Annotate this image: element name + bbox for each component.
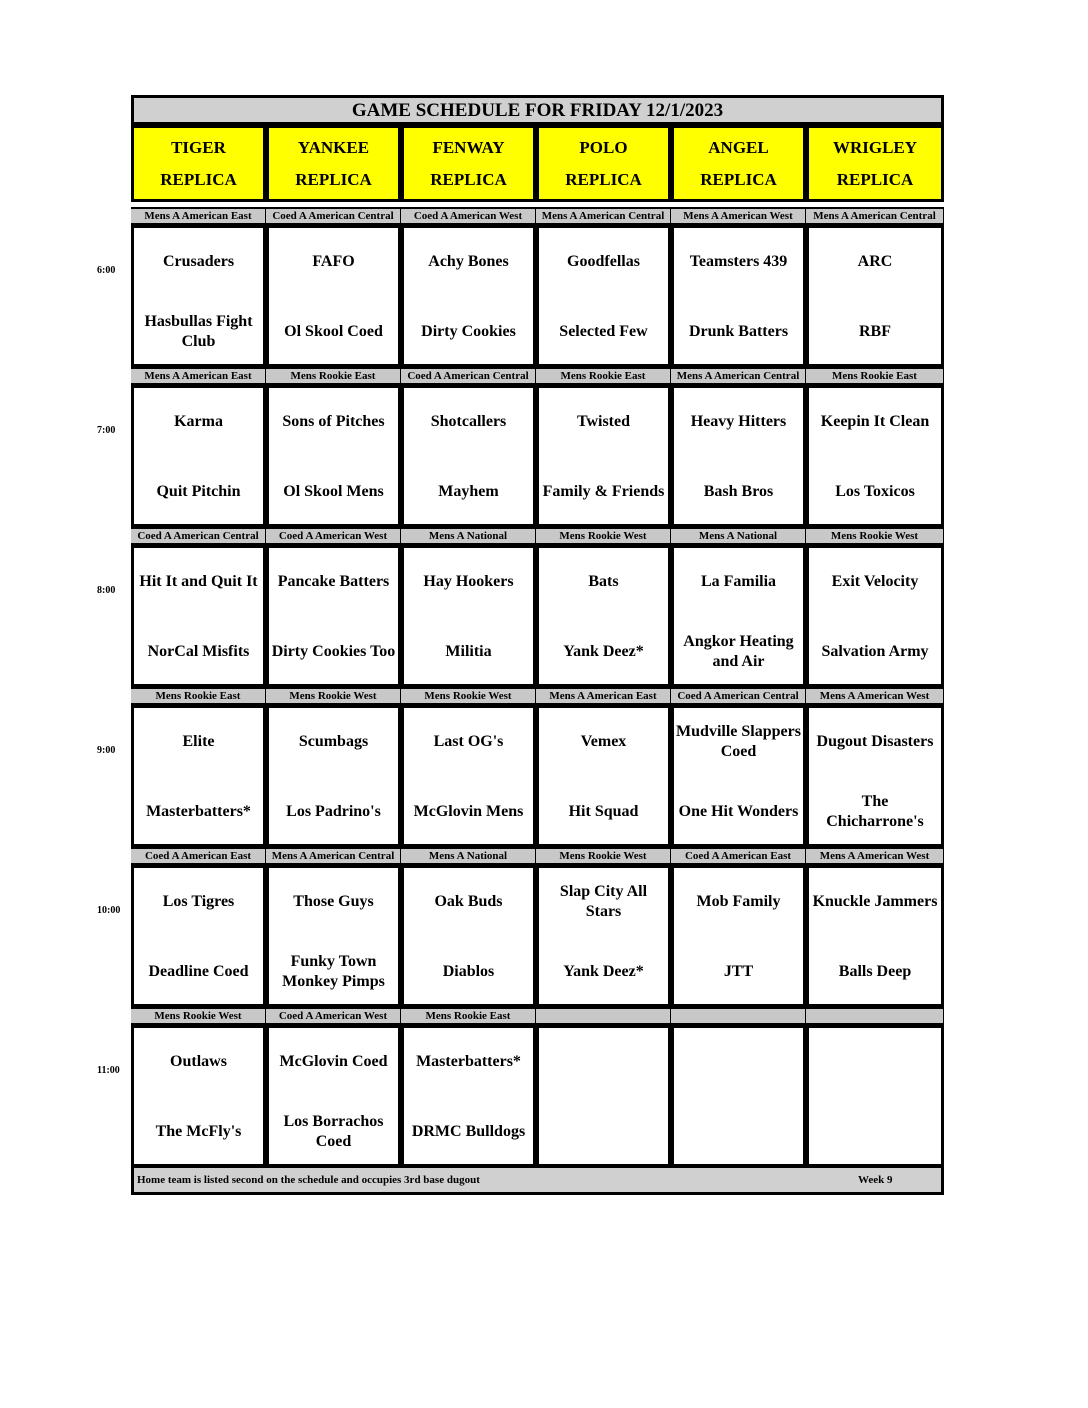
home-team: Bash Bros (703, 483, 774, 500)
home-team: Dirty Cookies (421, 323, 516, 340)
away-team: Shotcallers (430, 413, 507, 430)
away-team: Scumbags (298, 733, 369, 750)
away-team: Karma (174, 413, 223, 430)
field-sub: REPLICA (295, 170, 372, 189)
division-label: Coed A American Central (401, 369, 536, 383)
field-header-row (131, 125, 944, 202)
game-cell (266, 545, 401, 687)
time-label: 8:00 (97, 585, 116, 596)
home-team: Salvation Army (821, 643, 929, 660)
home-team: Masterbatters* (146, 803, 251, 820)
footer-note: Home team is listed second on the schedule and occupies 3rd base dugout (137, 1174, 480, 1186)
time-slot (97, 847, 944, 1007)
division-label: Mens Rookie West (401, 689, 536, 703)
division-label: Mens Rookie West (536, 849, 671, 863)
division-label (806, 1009, 944, 1023)
field-header-fenway (401, 125, 536, 202)
game-cell (671, 225, 806, 367)
field-header-angel (671, 125, 806, 202)
home-team (811, 1110, 939, 1154)
away-team: Mudville Slappers Coed (676, 723, 801, 760)
games-row (131, 865, 944, 1007)
home-team: Ol Skool Coed (284, 323, 383, 340)
home-team: Ol Skool Mens (283, 483, 384, 500)
away-team: FAFO (312, 253, 355, 270)
away-team: La Familia (700, 573, 777, 590)
home-team: Los Borrachos Coed (283, 1113, 384, 1150)
division-bar (131, 527, 944, 545)
field-header-tiger (131, 125, 266, 202)
away-team: Vemex (580, 733, 627, 750)
division-label: Mens Rookie East (401, 1009, 536, 1023)
home-team: Yank Deez* (563, 963, 644, 980)
division-label: Mens A American Central (266, 849, 401, 863)
game-cell (806, 385, 944, 527)
time-label: 9:00 (97, 745, 116, 756)
games-row (131, 225, 944, 367)
home-team: Drunk Batters (688, 323, 789, 340)
away-team: Achy Bones (428, 253, 509, 270)
game-cell (806, 865, 944, 1007)
division-label: Coed A American West (266, 1009, 401, 1023)
division-bar (131, 367, 944, 385)
home-team: Dirty Cookies Too (271, 643, 396, 660)
division-label: Coed A American West (266, 529, 401, 543)
away-team: Exit Velocity (831, 573, 919, 590)
away-team: Dugout Disasters (816, 733, 934, 750)
division-label: Mens A American Central (671, 369, 806, 383)
game-cell (401, 705, 536, 847)
game-cell (806, 1025, 944, 1167)
division-label (671, 1009, 806, 1023)
home-team: Selected Few (559, 323, 648, 340)
division-label: Mens A American Central (536, 209, 671, 223)
field-name: FENWAY (432, 138, 505, 157)
division-label: Mens A National (401, 529, 536, 543)
time-label: 10:00 (97, 905, 121, 916)
game-cell (671, 865, 806, 1007)
field-sub: REPLICA (565, 170, 642, 189)
game-cell (401, 225, 536, 367)
away-team: Oak Buds (434, 893, 503, 910)
home-team: The Chicharrone's (826, 793, 924, 830)
game-cell (131, 385, 266, 527)
home-team: Militia (445, 643, 492, 660)
game-cell (536, 225, 671, 367)
game-cell (401, 1025, 536, 1167)
time-label: 6:00 (97, 265, 116, 276)
home-team: Family & Friends (542, 483, 665, 500)
game-cell (536, 705, 671, 847)
time-slot (97, 527, 944, 687)
away-team: Bats (588, 573, 619, 590)
game-cell (131, 1025, 266, 1167)
game-cell (131, 865, 266, 1007)
division-label: Coed A American Central (671, 689, 806, 703)
division-label: Mens Rookie West (536, 529, 671, 543)
away-team: Mob Family (696, 893, 781, 910)
home-team: Mayhem (438, 483, 499, 500)
away-team: Last OG's (433, 733, 504, 750)
home-team: RBF (859, 323, 891, 340)
game-cell (806, 545, 944, 687)
game-cell (266, 865, 401, 1007)
game-cell (671, 385, 806, 527)
away-team: Masterbatters* (416, 1053, 521, 1070)
field-name: WRIGLEY (832, 138, 918, 157)
division-label: Coed A American Central (131, 529, 266, 543)
division-label: Mens Rookie East (536, 369, 671, 383)
away-team (676, 1040, 801, 1084)
division-label: Mens Rookie West (806, 529, 944, 543)
away-team: Elite (182, 733, 215, 750)
games-row (131, 705, 944, 847)
home-team: Deadline Coed (148, 963, 249, 980)
game-cell (266, 385, 401, 527)
home-team: Quit Pitchin (156, 483, 241, 500)
week-label: Week 9 (858, 1174, 893, 1186)
away-team (541, 1040, 666, 1084)
division-label: Mens Rookie West (266, 689, 401, 703)
division-label: Coed A American East (131, 849, 266, 863)
away-team (811, 1040, 939, 1084)
division-label: Mens A American Central (806, 209, 944, 223)
home-team: Hasbullas Fight Club (144, 313, 253, 350)
field-name: TIGER (171, 138, 226, 157)
home-team (541, 1110, 666, 1154)
home-team: One Hit Wonders (678, 803, 799, 820)
home-team: Funky Town Monkey Pimps (282, 953, 385, 990)
games-row (131, 385, 944, 527)
division-label: Coed A American Central (266, 209, 401, 223)
away-team: Goodfellas (567, 253, 640, 270)
game-cell (401, 865, 536, 1007)
home-team: Los Toxicos (835, 483, 915, 500)
games-row (131, 545, 944, 687)
home-team: Los Padrino's (286, 803, 381, 820)
footer-bar (131, 1165, 944, 1195)
home-team: Yank Deez* (563, 643, 644, 660)
away-team: Outlaws (170, 1053, 227, 1070)
game-cell (401, 385, 536, 527)
game-cell (806, 225, 944, 367)
away-team: Slap City All Stars (559, 883, 648, 920)
home-team: McGlovin Mens (413, 803, 524, 820)
division-label: Mens A National (401, 849, 536, 863)
game-cell (266, 1025, 401, 1167)
division-label: Mens A American East (536, 689, 671, 703)
home-team: NorCal Misfits (147, 643, 250, 660)
home-team: DRMC Bulldogs (411, 1123, 526, 1140)
game-cell (536, 545, 671, 687)
field-name: ANGEL (708, 138, 769, 157)
game-cell (671, 705, 806, 847)
division-bar (131, 207, 944, 225)
division-label: Mens Rookie East (266, 369, 401, 383)
time-slot (97, 1007, 944, 1167)
away-team: Los Tigres (162, 893, 235, 910)
games-row (131, 1025, 944, 1167)
field-header-yankee (266, 125, 401, 202)
game-cell (131, 705, 266, 847)
away-team: Heavy Hitters (690, 413, 787, 430)
division-label: Mens A American East (131, 369, 266, 383)
home-team: Angkor Heating and Air (683, 633, 794, 670)
time-slot (97, 367, 944, 527)
division-label: Mens Rookie East (131, 689, 266, 703)
away-team: McGlovin Coed (279, 1053, 388, 1070)
home-team: JTT (723, 963, 754, 980)
home-team: The McFly's (155, 1123, 242, 1140)
away-team: Pancake Batters (277, 573, 390, 590)
away-team: Those Guys (293, 893, 374, 910)
away-team: ARC (857, 253, 893, 270)
game-cell (131, 545, 266, 687)
away-team: Twisted (576, 413, 631, 430)
game-cell (536, 1025, 671, 1167)
game-cell (806, 705, 944, 847)
page-title: GAME SCHEDULE FOR FRIDAY 12/1/2023 (131, 95, 944, 125)
division-label: Mens Rookie West (131, 1009, 266, 1023)
away-team: Knuckle Jammers (812, 893, 938, 910)
field-sub: REPLICA (160, 170, 237, 189)
game-cell (671, 545, 806, 687)
game-cell (401, 545, 536, 687)
division-label: Mens A American West (671, 209, 806, 223)
game-cell (266, 225, 401, 367)
field-sub: REPLICA (430, 170, 507, 189)
home-team: Balls Deep (838, 963, 912, 980)
time-label: 7:00 (97, 425, 116, 436)
field-sub: REPLICA (700, 170, 777, 189)
home-team: Hit Squad (568, 803, 639, 820)
division-label: Mens A American East (131, 209, 266, 223)
division-bar (131, 1007, 944, 1025)
away-team: Crusaders (162, 253, 235, 270)
away-team: Teamsters 439 (689, 253, 788, 270)
division-label: Coed A American East (671, 849, 806, 863)
time-slot (97, 687, 944, 847)
division-bar (131, 687, 944, 705)
away-team: Hit It and Quit It (139, 573, 258, 590)
home-team: Diablos (442, 963, 495, 980)
field-header-wrigley (806, 125, 944, 202)
division-label: Mens Rookie East (806, 369, 944, 383)
away-team: Sons of Pitches (282, 413, 385, 430)
away-team: Hay Hookers (423, 573, 514, 590)
field-sub: REPLICA (836, 170, 914, 189)
division-label: Mens A American West (806, 689, 944, 703)
time-slot (97, 207, 944, 367)
game-cell (266, 705, 401, 847)
field-name: POLO (579, 138, 628, 157)
home-team (676, 1110, 801, 1154)
division-label (536, 1009, 671, 1023)
field-name: YANKEE (297, 138, 370, 157)
away-team: Keepin It Clean (820, 413, 930, 430)
game-cell (671, 1025, 806, 1167)
game-cell (131, 225, 266, 367)
game-cell (536, 385, 671, 527)
division-bar (131, 847, 944, 865)
time-label: 11:00 (97, 1065, 120, 1076)
division-label: Mens A National (671, 529, 806, 543)
game-cell (536, 865, 671, 1007)
field-header-polo (536, 125, 671, 202)
division-label: Coed A American West (401, 209, 536, 223)
division-label: Mens A American West (806, 849, 944, 863)
